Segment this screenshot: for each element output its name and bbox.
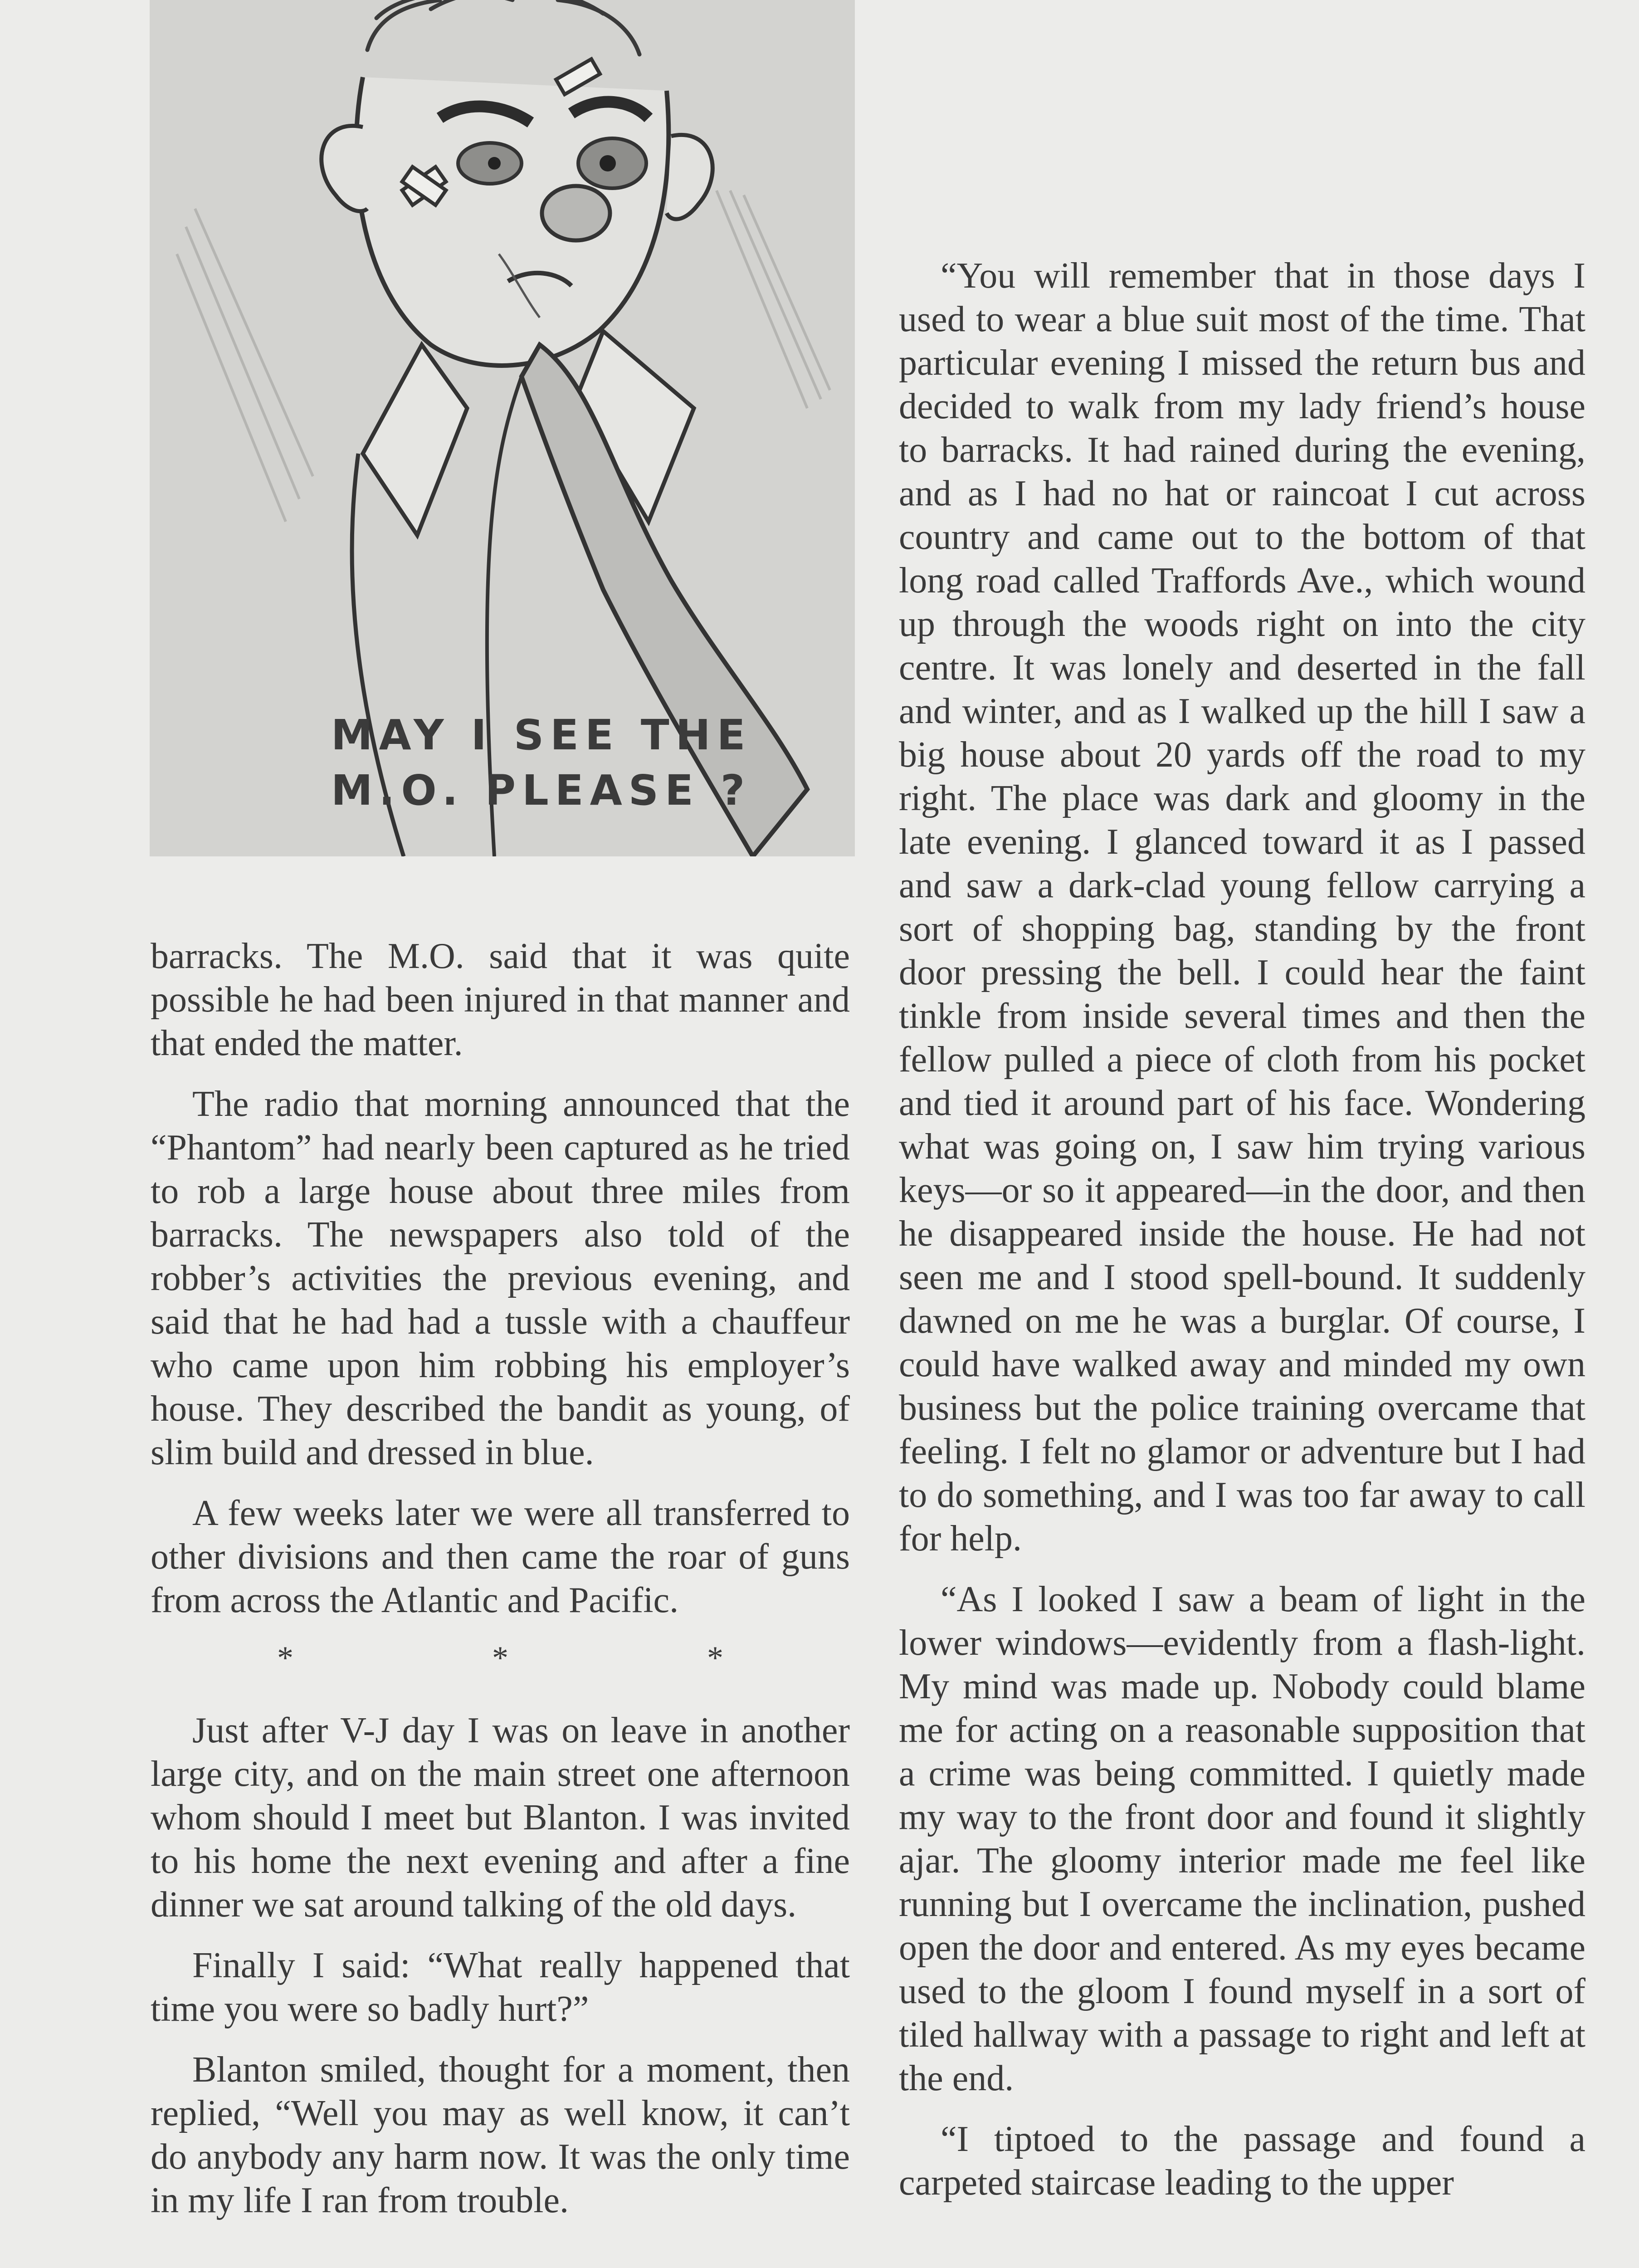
paragraph: barracks. The M.O. said that it was quite possible he had been injured in that manner and that ended the matter.	[151, 936, 850, 1063]
cartoon-illustration	[150, 0, 855, 856]
caption-line-2: M.O. PLEASE ?	[331, 766, 751, 815]
cartoon-caption	[331, 708, 830, 818]
paragraph: “You will remember that in those days I used to wear a blue suit most of the time. That particular evening I missed the return bus and decided to walk from my lady friend’s house to barracks. It had rained during the evening, and as I had no hat or raincoat I cut across country and came out to the bottom of that long road called Traffords Ave., which wound up through the woods right on into the city centre. It was lonely and deserted in the fall and winter, and as I walked up the hill I saw a big house about 20 yards off the road to my right. The place was dark and gloomy in the late evening. I glanced toward it as I passed and saw a dark-clad young fellow carrying a sort of shopping bag, standing by the front door pressing the bell. I could hear the faint tinkle from inside several times and then the fellow pulled a piece of cloth from his pocket and tied it around part of his face. Wondering what was going on, I saw him trying various keys—or so it appeared—in the door, and then he disappeared inside the house. He had not seen me and I stood spell-bound. It suddenly dawned on me he was a burglar. Of course, I could have walked away and minded my own business but the police training overcame that feeling. I felt no glamor or adventure but I had to do something, and I was too far away to call for help.	[899, 256, 1585, 1559]
caption-line-1: MAY I SEE THE	[331, 711, 752, 759]
paragraph: “As I looked I saw a beam of light in the lower windows—evidently from a flash-light. My mind was made up. Nobody could blame me for acting on a reasonable supposition that a crime was being committed. I quietly made my way to the front door and found it slightly ajar. The gloomy interior made me feel like running but I overcame the inclination, pushed open the door and entered. As my eyes became used to the gloom I found myself in a sort of tiled hallway with a passage to right and left at the end.	[899, 1579, 1585, 2098]
right-text-column	[899, 254, 1585, 2222]
paragraph: “I tiptoed to the passage and found a carpeted staircase leading to the upper	[899, 2119, 1585, 2203]
paragraph: Just after V-J day I was on leave in another large city, and on the main street one afternoon whom should I meet but Blanton. I was invited to his home the next evening and after a fine dinner we sat around talking of the old days.	[151, 1711, 850, 1925]
left-text-column	[151, 934, 850, 2239]
paragraph: The radio that morning announced that the “Phantom” had nearly been captured as he tried to rob a large house about three miles from barracks. The newspapers also told of the robber’s activities the previous evening, and said that he had had a tussle with a chauffeur who came upon him robbing his employer’s house. They described the bandit as young, of slim build and dressed in blue.	[151, 1084, 850, 1472]
paragraph: A few weeks later we were all transferred to other divisions and then came the roar of guns from across the Atlantic and Pacific.	[151, 1493, 850, 1620]
paragraph: Blanton smiled, thought for a moment, then replied, “Well you may as well know, it can’t do anybody any harm now. It was the only time in my life I ran from trouble.	[151, 2050, 850, 2220]
paragraph: Finally I said: “What really happened that time you were so badly hurt?”	[151, 1945, 850, 2029]
section-separator: * * *	[277, 1640, 819, 1676]
